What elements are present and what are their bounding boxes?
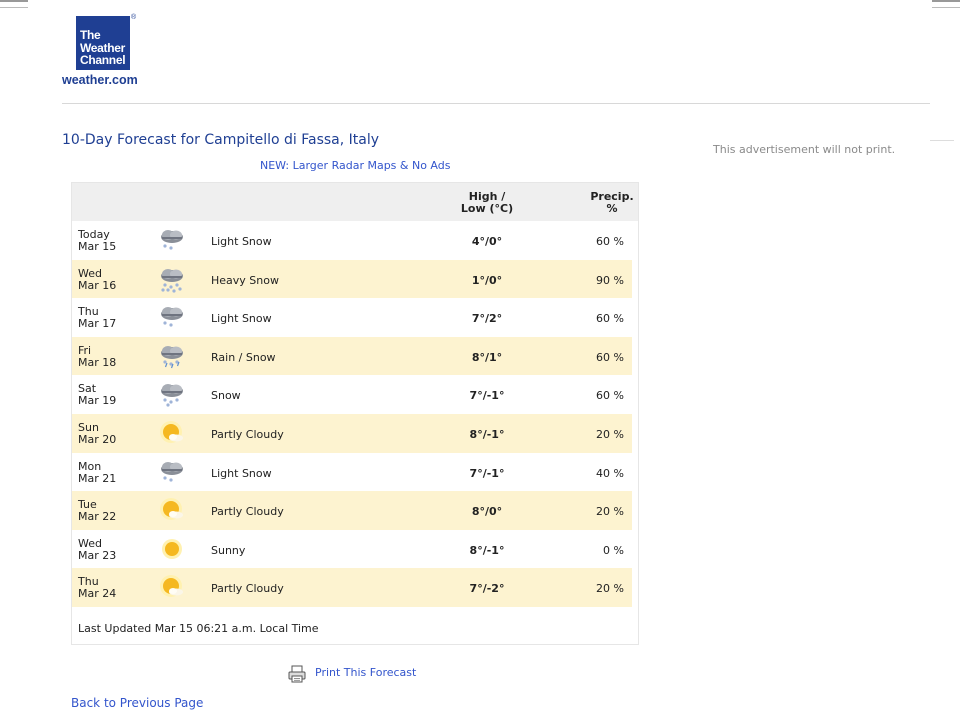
row-precip: 20 % <box>596 582 624 596</box>
row-date[interactable]: Mar 23 <box>78 548 117 562</box>
partly-cloudy-icon[interactable] <box>157 573 187 601</box>
row-day <box>78 422 116 446</box>
window-corner-left <box>0 0 28 8</box>
row-high-low: 7°/2° <box>471 312 503 326</box>
logo-line-3: Channel <box>80 53 126 67</box>
row-day <box>78 576 116 600</box>
table-row <box>72 221 632 260</box>
page-title: 10-Day Forecast for Campitello di Fassa, Italy <box>62 132 380 148</box>
table-row <box>72 337 632 376</box>
row-date[interactable]: Mar 20 <box>78 433 117 446</box>
table-row <box>72 491 632 530</box>
row-condition: Partly Cloudy <box>211 505 284 519</box>
row-precip: 60 % <box>596 350 624 364</box>
row-high-low: 8°/0° <box>471 505 503 519</box>
table-header <box>72 183 638 221</box>
col-precip-line2: % <box>606 202 618 215</box>
row-condition: Snow <box>211 389 241 403</box>
partly-cloudy-icon[interactable] <box>157 419 187 447</box>
logo-line-1: The <box>80 28 101 42</box>
row-weekday[interactable]: Sat <box>78 382 97 396</box>
row-weekday[interactable]: Fri <box>78 343 92 357</box>
row-weekday[interactable]: Mon <box>78 459 102 473</box>
row-condition: Partly Cloudy <box>211 428 284 441</box>
col-high-low-line2: Low (°C) <box>460 202 514 215</box>
row-date[interactable]: Mar 24 <box>78 587 117 601</box>
ad-notice: This advertisement will not print. <box>713 143 896 156</box>
row-high-low: 8°/-1° <box>469 428 505 441</box>
row-day <box>78 499 116 523</box>
row-weekday[interactable]: Wed <box>78 266 102 280</box>
light-snow-icon[interactable] <box>157 226 187 254</box>
row-day <box>78 461 116 485</box>
light-snow-icon[interactable] <box>157 458 187 486</box>
col-precip-header <box>572 191 652 215</box>
row-precip: 60 % <box>596 389 624 403</box>
col-high-low-line1: High / <box>468 190 506 203</box>
row-date[interactable]: Mar 21 <box>78 471 117 485</box>
row-precip: 20 % <box>596 428 624 441</box>
row-date[interactable]: Mar 18 <box>78 355 117 369</box>
row-high-low: 7°/-1° <box>469 389 505 403</box>
row-condition: Heavy Snow <box>211 273 279 287</box>
row-weekday[interactable]: Tue <box>78 498 97 512</box>
rain-snow-icon[interactable] <box>157 342 187 370</box>
snow-icon[interactable] <box>157 380 187 408</box>
row-weekday[interactable]: Thu <box>78 575 99 589</box>
row-condition: Rain / Snow <box>211 350 276 364</box>
row-high-low: 7°/-1° <box>469 466 505 480</box>
row-day <box>78 268 116 292</box>
table-row <box>72 568 632 607</box>
row-day <box>78 383 116 407</box>
table-row <box>72 453 632 492</box>
table-row <box>72 414 632 453</box>
row-precip: 90 % <box>596 273 624 287</box>
logo-line-2: Weather <box>80 40 126 55</box>
row-date[interactable]: Mar 15 <box>78 240 117 253</box>
row-date[interactable]: Mar 19 <box>78 394 117 408</box>
row-high-low: 8°/-1° <box>469 543 505 557</box>
table-row <box>72 530 632 569</box>
col-precip-line1: Precip. <box>590 190 634 203</box>
row-precip: 60 % <box>596 312 624 326</box>
row-precip: 20 % <box>596 505 624 519</box>
row-condition: Light Snow <box>211 235 272 248</box>
row-date[interactable]: Mar 22 <box>78 510 117 524</box>
row-precip: 40 % <box>596 466 624 480</box>
row-precip: 60 % <box>596 235 624 248</box>
registered-mark: ® <box>131 14 137 21</box>
col-high-low-header <box>445 191 529 215</box>
row-date[interactable]: Mar 16 <box>78 278 117 292</box>
row-day <box>78 538 116 562</box>
row-condition: Light Snow <box>211 312 272 326</box>
row-high-low: 7°/-2° <box>469 582 505 596</box>
table-row <box>72 375 632 414</box>
row-date[interactable]: Mar 17 <box>78 317 117 331</box>
row-day <box>78 306 116 330</box>
table-row <box>72 260 632 299</box>
row-high-low: 8°/1° <box>471 350 503 364</box>
ad-divider <box>930 140 954 141</box>
row-day <box>78 229 116 253</box>
print-forecast-link[interactable]: Print This Forecast <box>315 666 417 679</box>
row-weekday[interactable]: Thu <box>78 305 99 319</box>
partly-cloudy-icon[interactable] <box>157 496 187 524</box>
printer-icon[interactable] <box>287 664 307 684</box>
weather-channel-logo[interactable] <box>76 16 130 70</box>
table-row <box>72 298 632 337</box>
row-condition: Sunny <box>211 543 246 557</box>
window-corner-right <box>932 0 960 8</box>
row-condition: Light Snow <box>211 466 272 480</box>
row-day <box>78 345 116 369</box>
back-link[interactable]: Back to Previous Page <box>71 696 204 710</box>
light-snow-icon[interactable] <box>157 303 187 331</box>
row-high-low: 4°/0° <box>471 235 503 248</box>
row-weekday[interactable]: Today <box>78 228 110 241</box>
row-weekday[interactable]: Sun <box>78 421 99 434</box>
heavy-snow-icon[interactable] <box>157 265 187 293</box>
row-high-low: 1°/0° <box>471 273 503 287</box>
sunny-icon[interactable] <box>157 535 187 563</box>
forecast-table <box>71 182 639 645</box>
row-precip: 0 % <box>603 543 624 557</box>
row-weekday[interactable]: Wed <box>78 536 102 550</box>
radar-promo-link[interactable]: NEW: Larger Radar Maps & No Ads <box>260 159 451 172</box>
header-divider <box>62 103 930 104</box>
site-name[interactable]: weather.com <box>62 73 138 87</box>
row-condition: Partly Cloudy <box>211 582 284 596</box>
last-updated: Last Updated Mar 15 06:21 a.m. Local Time <box>78 622 319 635</box>
